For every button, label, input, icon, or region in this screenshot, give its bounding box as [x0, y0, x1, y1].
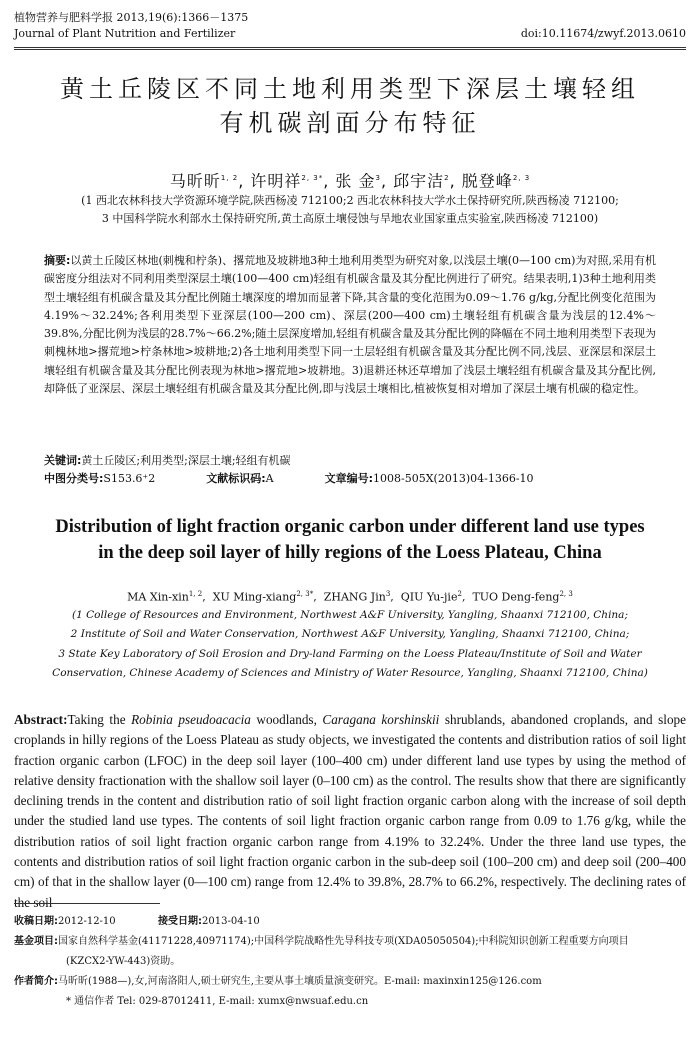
header-rule — [14, 47, 686, 48]
footnote-rule — [14, 903, 160, 904]
abstract-cn: 摘要:以黄土丘陵区林地(刺槐和柠条)、撂荒地及坡耕地3种土地利用类型为研究对象,以浅层土壤(0—100 cm)为对照,采用有机碳密度分组法对不同利用类型深层土壤(100—400 cm)轻组有机碳含量及其分配比例进行了研究。结果表明,1)3种土地利用类型土壤轻组有机碳含量及其分配比例随土壤深度的增加而显著下降,其含量的变化范围为0.09～1.76 g/kg,分配比例变化范围为4.19%～32.24%;各利用类型下亚深层(100—200 cm)、深层(200—400 cm)土壤轻组有机碳含量为浅层的12.4%～39.8%,分配比例为浅层的28.7%～66.2%;随土层深度增加,轻组有机碳含量及其分配比例的降幅在不同土地利用类型下表现为刺槐林地>撂荒地>柠条林地>坡耕地;2)各土地利用类型下同一土层轻组有机碳含量及其分配比例不同,浅层、亚深层和深层土壤轻组有机碳含量及其分配比例表现为林地>撂荒地>坡耕地。3)退耕还林还草增加了浅层土壤轻组有机碳含量及其分配比例,却降低了亚深层、深层土壤轻组有机碳含量及其分配比例,即与浅层土壤相比,植被恢复相对增加了深层土壤有机碳的稳定性。 — [44, 254, 656, 396]
footnotes — [14, 912, 686, 1012]
header-rule-thin — [14, 49, 686, 50]
running-header — [14, 10, 686, 42]
journal-cn: 植物营养与肥料学报 2013,19(6):1366－1375 — [14, 11, 249, 24]
affiliation-cn-2: 3 中国科学院水利部水土保持研究所,黄土高原土壤侵蚀与旱地农业国家重点实验室,陕西杨凌 712100) — [101, 212, 599, 225]
title-cn: 黄土丘陵区不同土地利用类型下深层土壤轻组 有机碳剖面分布特征 — [60, 75, 640, 137]
authors-en: MA Xin-xin$^{1, 2}$, XU Ming-xiang$^{2, 3*}$, ZHANG Jin$^3$, QIU Yu-jie$^2$, TUO Deng-feng$^{2, 3}$ — [127, 590, 573, 604]
affiliation-en-2: 2 Institute of Soil and Water Conservation, Northwest A&F University, Yangling, Shaanxi 712100, China; — [70, 628, 630, 640]
fund: 基金项目:国家自然科学基金(41171228,40971174);中国科学院战略性先导科技专项(XDA05050504);中科院知识创新工程重要方向项目 — [14, 936, 629, 947]
abstract-en: Abstract:Taking the Robinia pseudoacacia woodlands, Caragana korshinskii shrublands, abandoned croplands, and slope croplands in hilly regions of the Loess Plateau as study objects, we investigated the contents and distribution ratios of soil light fraction organic carbon (LFOC) in the deep soil layer (100–400 cm) under different land use types by using the method of relative density fractionation with the shallow soil layer (0–100 cm) as the control. The results show that there are significantly declining trends in the content and distribution ratio of soil light fraction organic carbon along with the increase of soil depth under the studied land use types. The contents of soil light fraction organic carbon range from 0.09 to 1.76 g/kg, while the distribution ratios of soil light fraction organic carbon range from 4.19% to 32.24%. Under the three land use types, the contents and distribution ratios of soil light fraction organic carbon in the sub-deep soil (100–200 cm) and deep soil (200–400 cm) of that in the shallow layer (0—100 cm) range from 12.4% to 39.8%, 28.7% to 66.2%, respectively. The declining rates of the soil — [14, 712, 686, 910]
affiliation-en-1: (1 College of Resources and Environment, Northwest A&F University, Yangling, Shaanxi 712100, China; — [72, 609, 628, 621]
journal-en: Journal of Plant Nutrition and Fertilizer — [14, 27, 236, 40]
fund-cont: (KZCX2-YW-443)资助。 — [66, 956, 181, 967]
doi: doi:10.11674/zwyf.2013.0610 — [520, 27, 686, 40]
title-en: Distribution of light fraction organic carbon under different land use types in the deep soil layer of hilly regions of the Loess Plateau, China — [55, 517, 645, 563]
keywords-cn: 关键词:黄土丘陵区;利用类型;深层土壤;轻组有机碳 — [44, 454, 291, 467]
dates: 收稿日期:2012-12-10 接受日期:2013-04-10 — [14, 916, 260, 927]
classification: 中图分类号:S153.6⁺2 文献标识码:A 文章编号:1008-505X(2013)04-1366-10 — [44, 472, 534, 485]
affiliation-cn-1: (1 西北农林科技大学资源环境学院,陕西杨凌 712100;2 西北农林科技大学水土保持研究所,陕西杨凌 712100; — [81, 194, 619, 207]
authors-cn: 马昕昕$^{1, 2}$, 许明祥$^{2, 3*}$, 张 金$^3$, 邱宇洁$^2$, 脱登峰$^{2, 3}$ — [169, 171, 531, 191]
affiliation-en-3: 3 State Key Laboratory of Soil Erosion and Dry-land Farming on the Loess Plateau/Institute of Soil and Water — [58, 648, 642, 660]
corresponding-author: * 通信作者 Tel: 029-87012411, E-mail: xumx@nwsuaf.edu.cn — [66, 996, 369, 1007]
author-bio: 作者简介:马昕昕(1988—),女,河南洛阳人,硕士研究生,主要从事土壤质量演变研究。E-mail: maxinxin125@126.com — [14, 976, 542, 987]
affiliation-en-4: Conservation, Chinese Academy of Sciences and Ministry of Water Resource, Yangling, Shaanxi 712100, China) — [52, 667, 648, 679]
